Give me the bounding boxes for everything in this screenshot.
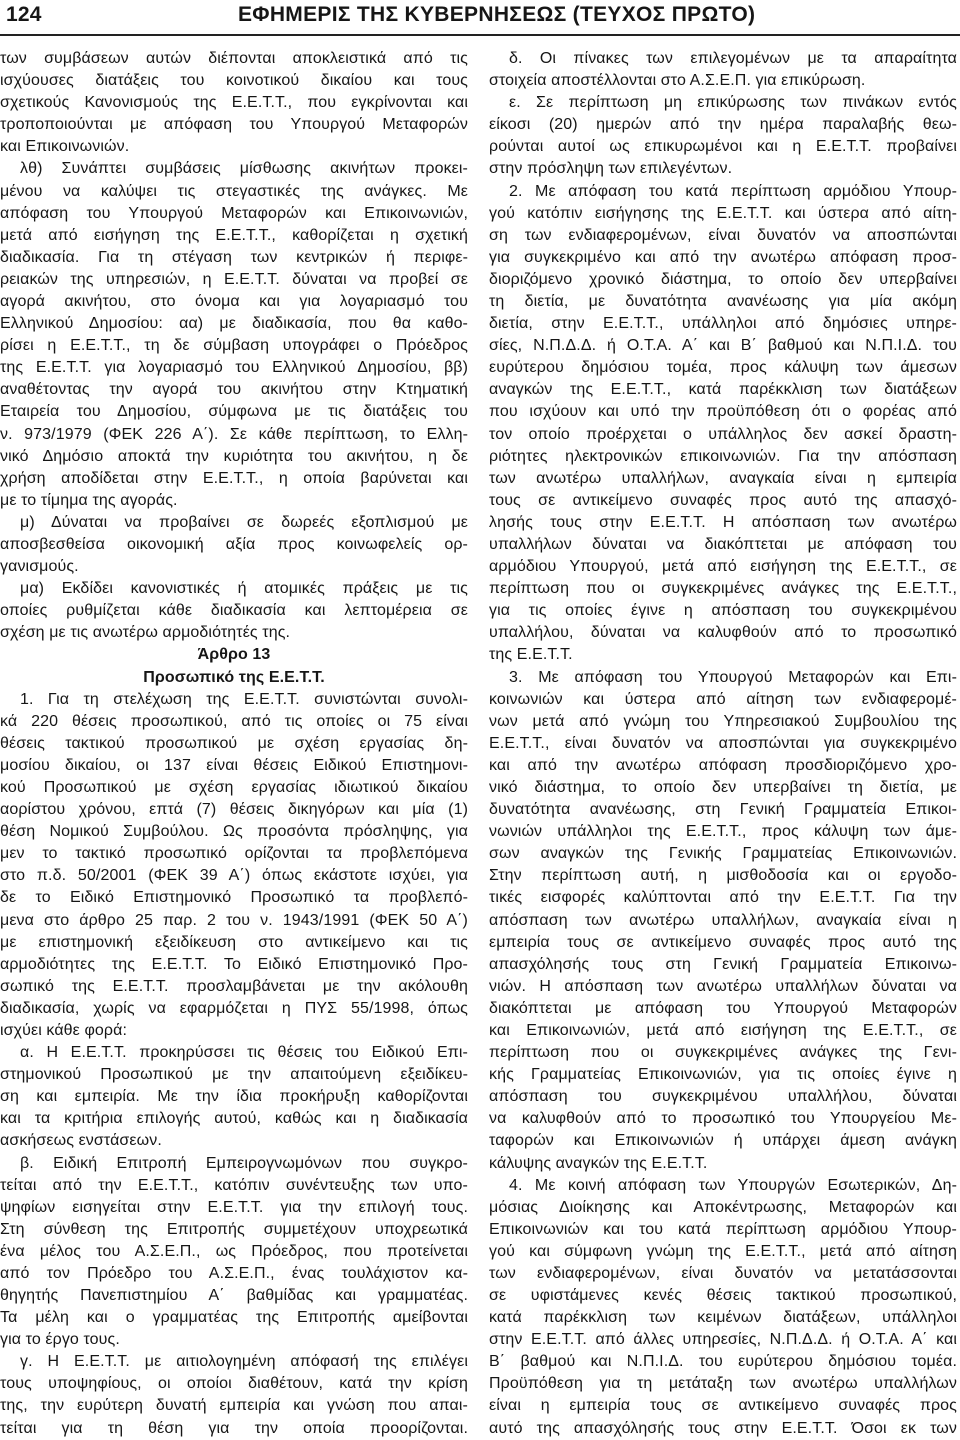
right-column-line: της Ε.Ε.Τ.Τ. [489, 646, 573, 664]
left-column-line: θέσεις τακτικού προσωπικού με σχέση εργασίας δη- [0, 734, 468, 752]
left-column-line: Εταιρεία του Δημοσίου, σύμφωνα με τις διατάξεις του [0, 403, 468, 421]
right-column-line: Β΄ βαθμού και Ν.Π.Ι.Δ. του ευρύτερου δημόσιου τομέα. [489, 1353, 957, 1371]
right-column-line: 4. Με κοινή απόφαση των Υπουργών Εσωτερικών, Δη- [509, 1176, 957, 1194]
left-column-line: Τα μέλη και ο γραμματέας της Επιτροπής αμείβονται [0, 1309, 468, 1327]
left-column-line: σχετικούς Κανονισμούς της Ε.Ε.Τ.Τ., που εγκρίνονται και [0, 94, 468, 112]
right-column-line: σων αναγκών της Γενικής Γραμματείας Επικοινωνιών. [489, 845, 957, 863]
right-column-line: γού και σύμφωνη γνώμη της Ε.Ε.Τ.Τ., μετά από αίτηση [489, 1242, 957, 1260]
right-column-line: εμπειρία τους σε αντικείμενο συναφές προς αυτό της [489, 933, 957, 951]
right-column-line: υπαλλήλου, δύναται να καλυφθούν από το προσωπικό [489, 624, 957, 642]
left-column-line: μα) Εκδίδει κανονιστικές ή ατομικές πράξεις με τις [20, 580, 468, 598]
article-heading: Άρθρο 13 [197, 646, 271, 664]
left-column-line: α. Η Ε.Ε.Τ.Τ. προκηρύσσει τις θέσεις του Ειδικού Επι- [20, 1044, 468, 1062]
right-column-line: τη διετία, με δυνατότητα ανανέωσης για μία ακόμη [489, 292, 957, 310]
left-column-line: με το τίμημα της αγοράς. [0, 491, 178, 509]
left-column-line: των συμβάσεων αυτών διέπονται αποκλειστικά από τις [0, 50, 468, 67]
right-column-line: Επικοινωνιών και του κατά περίπτωση αρμόδιου Υπουρ- [489, 1220, 957, 1238]
right-column-line: λησής τους στην Ε.Ε.Τ.Τ. Η απόσπαση των ανωτέρω [489, 513, 957, 531]
left-column-line: γανισμούς. [0, 558, 79, 576]
right-column-line: είναι η εμπειρία τους σε αντικείμενο συναφές προς [489, 1397, 957, 1415]
left-column-line: αγορά ακινήτου, στο όνομα και για λογαριασμό του [0, 292, 468, 310]
running-head [0, 0, 960, 30]
left-column-line: μοσίου δικαίου, οι 137 είναι θέσεις Ειδικού Επιστημονι- [0, 756, 468, 774]
right-column-line: περίπτωση που οι συγκεκριμένες ανάγκες της Γενι- [489, 1044, 957, 1062]
left-column-line: γ. Η Ε.Ε.Τ.Τ. με αιτιολογημένη απόφασή της επιλέγει [20, 1353, 468, 1371]
left-column-line: απόφαση του Υπουργού Μεταφορών και Επικοινωνιών, [0, 204, 468, 222]
left-column-line: τροποποιούνται με απόφαση του Υπουργού Μεταφορών [0, 116, 468, 134]
right-column-line: δ. Οι πίνακες των επιλεγομένων με τα απαραίτητα [509, 50, 957, 67]
left-column-line: κού Προσωπικού με σχέση εργασίας ιδιωτικού δικαίου [0, 778, 468, 796]
right-column-line: απόσπαση των ανωτέρω υπαλλήλων, αναγκαία είναι η [489, 911, 957, 929]
right-column-line: δυνατότητα ανανέωσης, στη Γενική Γραμματεία Επικοι- [489, 801, 957, 819]
header-divider [0, 34, 960, 36]
right-column-line: στην πρόσληψη των επιλεγέντων. [489, 160, 733, 178]
right-column-line: σίες, Ν.Π.Δ.Δ. ή Ο.Τ.Α. Α΄ και Β΄ βαθμού και Ν.Π.Ι.Δ. του [489, 337, 957, 355]
left-column-line: κά 220 θέσεις προσωπικού, από τις οποίες οι 75 είναι [0, 712, 468, 730]
left-column-line: Ελληνικού Δημοσίου: αα) με διαδικασία, που θα καθο- [0, 315, 468, 333]
right-column-line: που ισχύουν και υπό την προϋπόθεση ότι ο φορέας από [489, 403, 957, 421]
right-column-line: διοριζόμενο χρονικό διάστημα, το οποίο δεν υπερβαίνει [489, 270, 957, 288]
left-column-line: ρειακών της υπηρεσιών, η Ε.Ε.Τ.Τ. δύναται να προβεί σε [0, 270, 468, 288]
right-column-line: αναγκών της Ε.Ε.Τ.Τ., κατά παρέκκλιση των διατάξεων [489, 381, 957, 399]
left-column-line: θηγητής Πανεπιστημίου Α΄ βαθμίδας και γραμματέας. [0, 1287, 468, 1305]
left-column-line: στο π.δ. 50/2001 (ΦΕΚ 39 Α΄) όπως εκάστοτε ισχύει, για [0, 867, 468, 885]
right-column-line: ευρύτερου δημόσιου τομέα, προς κάλυψη των άμεσων [489, 359, 957, 377]
left-column-line: αναθέτοντας την αγορά του ακινήτου στην Κτηματική [0, 381, 468, 399]
right-column-line: μόσιας Διοίκησης και Αποκέντρωσης, Μεταφορών και [489, 1198, 957, 1216]
right-column-line: είκοσι (20) ημερών από την ημέρα παραλαβής θεω- [489, 116, 957, 134]
left-column-line: δε το Ειδικό Επιστημονικό Προσωπικό τα προβλεπό- [0, 889, 468, 907]
left-column-line: από τον Πρόεδρο του Α.Σ.Ε.Π., ένας τουλάχιστον κα- [0, 1264, 468, 1282]
right-column-line: ρούνται αυτοί ως επικυρωμένοι και η Ε.Ε.Τ.Τ. προβαίνει [489, 138, 957, 156]
right-column-line: των ενδιαφερομένων, είναι δυνατόν να μετατάσσονται [489, 1264, 957, 1282]
left-column-line: χρήση αποδίδεται στην Ε.Ε.Τ.Τ., η οποία βαρύνεται και [0, 469, 468, 487]
right-column-line: αυτό της απασχόλησής τους στην Ε.Ε.Τ.Τ. Όσοι εκ των [489, 1419, 957, 1437]
right-column-line: σε υφιστάμενες κενές θέσεις τακτικού προσωπικού, [489, 1287, 957, 1305]
right-column-line: νικό διάστημα, το οποίο δεν υπερβαίνει τη διετία, με [489, 778, 957, 796]
right-column-line: ση των ενδιαφερομένων, είναι δυνατόν να αποσπώνται [489, 226, 957, 244]
left-column-line: ισχύουσες διατάξεις του κοινοτικού δικαίου και τους [0, 72, 468, 90]
left-column-line: ση και εμπειρία. Με την ίδια προκήρυξη καθορίζονται [0, 1088, 468, 1106]
right-column-line: 3. Με απόφαση του Υπουργού Μεταφορών και Επι- [509, 668, 957, 686]
right-column-line: Ε.Ε.Τ.Τ., είναι δυνατόν να αποσπώνται για συγκεκριμένο [489, 734, 957, 752]
right-column-line: υπαλλήλων δύναται να διακόπτεται με απόφαση του [489, 535, 957, 553]
left-column-line: μενα στο άρθρο 25 παρ. 2 του ν. 1943/1991 (ΦΕΚ 50 Α΄) [0, 911, 468, 929]
left-column-line: διαδικασία, χωρίς να εφαρμόζεται η ΠΥΣ 55/1998, όπως [0, 999, 468, 1017]
left-column-line: τους υποψηφίους, οι οποίοι διαθέτουν, κατά την κρίση [0, 1375, 468, 1393]
right-column-line: για τις οποίες έγινε η απόσπαση του συγκεκριμένου [489, 602, 957, 620]
left-column-line: οποίες ρυθμίζεται κάθε διαδικασία και λεπτομέρεια σε [0, 602, 468, 620]
right-column-line: απασχόλησής τους στη Γενική Γραμματεία Επικοινω- [489, 955, 957, 973]
right-column-line: ε. Σε περίπτωση μη επικύρωσης των πινάκων εντός [509, 94, 957, 112]
left-column-line: και τα κριτήρια επιλογής αυτού, καθώς και η διαδικασία [0, 1110, 468, 1128]
left-column-line: νικό Δημόσιο αποκτά την κυριότητα του ακινήτου, η δε [0, 447, 468, 465]
left-column-line: της Ε.Ε.Τ.Τ. για λογαριασμό του Ελληνικού Δημοσίου, ββ) [0, 359, 468, 377]
right-column-line: αρμόδιου Υπουργού, μετά από εισήγηση της Ε.Ε.Τ.Τ., σε [489, 558, 957, 576]
left-column-line: της, την ευρύτερη δυνατή εμπειρία και γνώση που απαι- [0, 1397, 468, 1415]
right-column-line: περίπτωση που οι συγκεκριμένες ανάγκες της Ε.Ε.Τ.Τ., [489, 580, 957, 598]
right-column-line: Στην περίπτωση αυτή, η μισθοδοσία και οι εργοδο- [489, 867, 957, 885]
left-column-line: και Επικοινωνιών. [0, 138, 130, 156]
left-column-line: 1. Για τη στελέχωση της Ε.Ε.Τ.Τ. συνιστώνται συνολι- [20, 690, 468, 708]
right-column-line: ριότητες ηλεκτρονικών επικοινωνιών. Για την απόσπαση [489, 447, 957, 465]
right-column-line: των ανωτέρω υπαλλήλων, αναγκαία είναι η εμπειρία [489, 469, 957, 487]
right-column-line: κής Γραμματείας Επικοινωνιών, για τις οποίες έγινε η [489, 1066, 957, 1084]
right-column-line: τικές εισφορές καλύπτονται από την Ε.Ε.Τ.Τ. Για την [489, 889, 957, 907]
right-column-line: τον οποίο προέρχεται ο υπάλληλος δεν ασκεί δραστη- [489, 425, 957, 443]
left-column-line: μετά από εισήγηση της Ε.Ε.Τ.Τ., καθορίζεται η σχετική [0, 226, 468, 244]
left-column-line: διαδικασία. Για τη στέγαση των κεντρικών ή περιφε- [0, 248, 468, 266]
right-column-line: στοιχεία αποστέλλονται στο Α.Σ.Ε.Π. για επικύρωση. [489, 72, 866, 90]
left-column-line: αποσβεσθείσα οικονομική αξία προς κοινωφελείς ορ- [0, 535, 468, 553]
right-column-line: απόσπαση του συγκεκριμένου υπαλλήλου, δύναται [489, 1088, 957, 1106]
left-column-line: σωπικό της Ε.Ε.Τ.Τ. προσλαμβάνεται με την ακόλουθη [0, 977, 468, 995]
left-column-line: ν. 973/1979 (ΦΕΚ 226 Α΄). Σε κάθε περίπτωση, το Ελλη- [0, 425, 468, 443]
right-column-line: ταφορών και Επικοινωνιών ή υπάρχει άμεση ανάγκη [489, 1132, 957, 1150]
right-column-line: να καλυφθούν από το προσωπικό του Υπουργείου Με- [489, 1110, 957, 1128]
right-column-line: κοινωνιών και ύστερα από αίτηση των ενδιαφερομέ- [489, 690, 957, 708]
right-column-line: διακόπτεται με απόφαση του Υπουργού Μεταφορών [489, 999, 957, 1017]
right-column-line: για συγκεκριμένο και από την ανωτέρω απόφαση προσ- [489, 248, 957, 266]
left-column-line: β. Ειδική Επιτροπή Εμπειρογνωμόνων που συγκρο- [20, 1154, 468, 1172]
right-column-line: 2. Με απόφαση του κατά περίπτωση αρμόδιου Υπουρ- [509, 182, 957, 200]
left-column-line: με επιστημονική εξειδίκευση στο αντικείμενο και τις [0, 933, 468, 951]
left-column-line: ρίσει η Ε.Ε.Τ.Τ., τη δε σύμβαση υπογράφει ο Πρόεδρος [0, 337, 468, 355]
left-column-line: ψηφίων εισηγείται στην Ε.Ε.Τ.Τ. για την επιλογή τους. [0, 1198, 468, 1216]
left-column-line: αορίστου χρόνου, επτά (7) θέσεις δικηγόρων και μία (1) [0, 801, 468, 819]
right-column-line: και από την ανωτέρω απόφαση προσδιοριζόμενο χρο- [489, 756, 957, 774]
left-column-line: αρμοδιότητες της Ε.Ε.Τ.Τ. Το Ειδικό Επιστημονικό Προ- [0, 955, 468, 973]
right-column-line: νων μετά από γνώμη του Υπηρεσιακού Συμβουλίου της [489, 712, 957, 730]
gazette-title: ΕΦΗΜΕΡΙΣ ΤΗΣ ΚΥΒΕΡΝΗΣΕΩΣ (ΤΕΥΧΟΣ ΠΡΩΤΟ) [238, 3, 756, 26]
left-column-line: ισχύει κάθε φορά: [0, 1021, 128, 1039]
left-column-line: τείται για τη θέση για την οποία προορίζονται. [0, 1419, 468, 1437]
right-column-line: και Επικοινωνιών, μετά από εισήγηση της Ε.Ε.Τ.Τ., σε [489, 1021, 957, 1039]
left-column-line: μένου να καλύψει τις στεγαστικές της ανάγκες. Με [0, 182, 468, 200]
right-column-line: κατά παρέκκλιση των κειμένων διατάξεων, υπάλληλοι [489, 1309, 957, 1327]
left-column-line: για το έργο τους. [0, 1331, 120, 1349]
page-number: 124 [6, 3, 42, 26]
right-column-line: γού κατόπιν εισήγησης της Ε.Ε.Τ.Τ. και ύστερα από αίτη- [489, 204, 957, 222]
left-column-line: σχέση με τις ανωτέρω αρμοδιότητές της. [0, 624, 291, 642]
right-column-line: διετία, στην Ε.Ε.Τ.Τ., υπάλληλοι από δημόσιες υπηρε- [489, 315, 957, 333]
left-column-line: μ) Δύναται να προβαίνει σε δωρεές εξοπλισμού με [20, 513, 468, 531]
left-column-line: ένα μέλος του Α.Σ.Ε.Π., ως Πρόεδρος, που προτείνεται [0, 1242, 468, 1260]
left-column-line: θέση Νομικού Συμβούλου. Ως προσόντα πρόσληψης, για [0, 823, 468, 841]
right-column-line: τους σε αντικείμενο συναφές προς αυτό της απασχό- [489, 491, 957, 509]
left-column-line: μεν το τακτικό προσωπικό ορίζονται τα προβλεπόμενα [0, 845, 468, 863]
left-column-line: τείται από την Ε.Ε.Τ.Τ., κατόπιν συνέντευξης των υπο- [0, 1176, 468, 1194]
right-column-line: στην Ε.Ε.Τ.Τ. από άλλες υπηρεσίες, Ν.Π.Δ.Δ. ή Ο.Τ.Α. Α΄ και [489, 1331, 957, 1349]
right-column-line: νιών. Η απόσπαση των ανωτέρω υπαλλήλων δύναται να [489, 977, 957, 995]
left-column-line: Στη σύνθεση της Επιτροπής συμμετέχουν υποχρεωτικά [0, 1220, 468, 1238]
article-subheading: Προσωπικό της Ε.Ε.Τ.Τ. [143, 668, 325, 686]
left-column-line: λθ) Συνάπτει συμβάσεις μίσθωσης ακινήτων προκει- [20, 160, 468, 178]
right-column-line: κάλυψης αναγκών της Ε.Ε.Τ.Τ. [489, 1154, 708, 1172]
left-column-line: ασκήσεως ενστάσεων. [0, 1132, 162, 1150]
right-column-line: νωνιών υπάλληλοι της Ε.Ε.Τ.Τ., προς κάλυψη των άμε- [489, 823, 957, 841]
right-column-line: Προϋπόθεση για τη μετάταξη των ανωτέρω υπαλλήλων [489, 1375, 957, 1393]
left-column-line: στημονικού Προσωπικού με την απαιτούμενη εξειδίκευ- [0, 1066, 468, 1084]
